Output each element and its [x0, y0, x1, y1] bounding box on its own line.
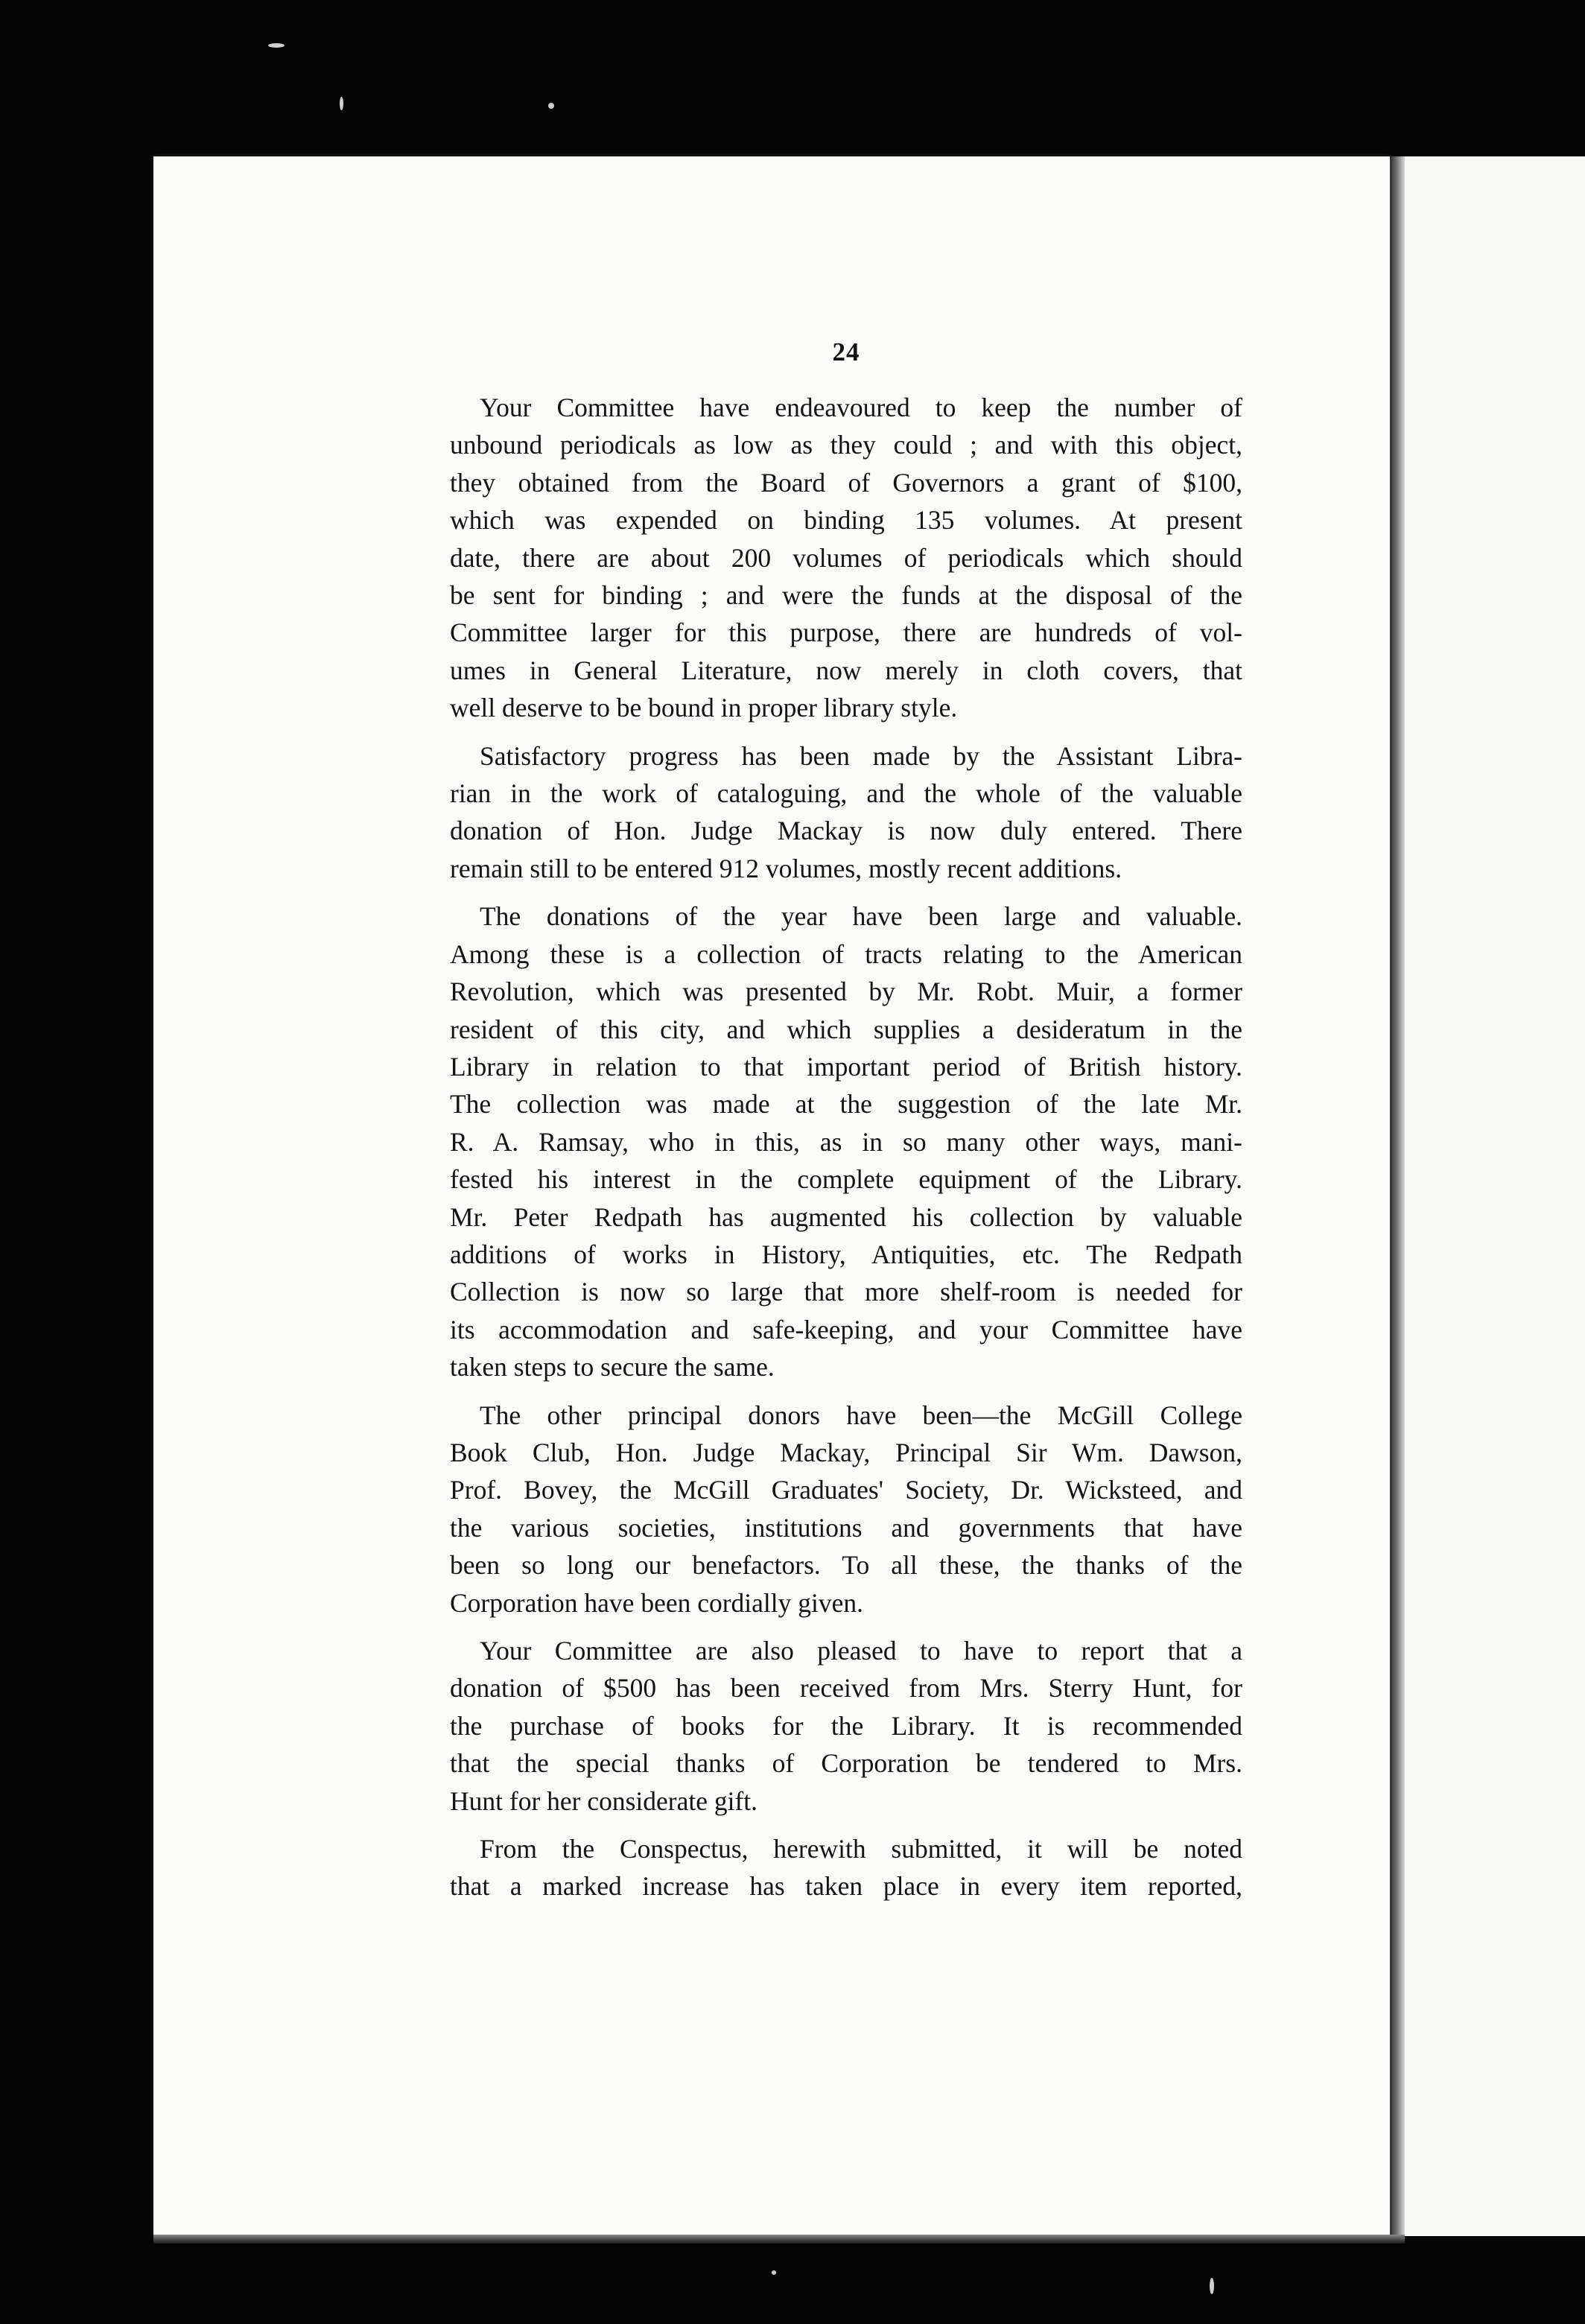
text-line: Mr. Peter Redpath has augmented his collection by valuable [450, 1201, 1242, 1232]
text-line: The other principal donors have been—the McGill College [480, 1400, 1242, 1430]
text-line: From the Conspectus, herewith submitted, it will be noted [480, 1834, 1242, 1864]
page-bottom-shadow [153, 2235, 1405, 2244]
dust-speck [548, 103, 554, 109]
text-line: unbound periodicals as low as they could ; and with this object, [450, 430, 1242, 460]
text-line: Committee larger for this purpose, there are hundreds of vol- [450, 617, 1242, 648]
page-text-block [450, 334, 1242, 1916]
text-line: the purchase of books for the Library. It is recommended [450, 1710, 1242, 1741]
text-line: Corporation have been cordially given. [450, 1587, 863, 1618]
text-line: umes in General Literature, now merely in cloth covers, that [450, 655, 1242, 685]
text-line: they obtained from the Board of Governors a grant of $100, [450, 467, 1242, 498]
adjacent-page-edge [1405, 156, 1585, 2236]
text-line: Revolution, which was presented by Mr. Robt. Muir, a former [450, 977, 1242, 1007]
text-line: that the special thanks of Corporation be tendered to Mrs. [450, 1748, 1242, 1779]
text-line: resident of this city, and which supplies a desideratum in the [450, 1014, 1242, 1044]
text-line: Your Committee have endeavoured to keep the number of [480, 393, 1242, 422]
text-line: be sent for binding ; and were the funds at the disposal of the [450, 580, 1242, 611]
text-line: its accommodation and safe-keeping, and your Committee have [450, 1314, 1242, 1344]
text-line: donation of Hon. Judge Mackay is now duly entered. There [450, 816, 1242, 846]
text-line: additions of works in History, Antiquities, etc. The Redpath [450, 1239, 1242, 1269]
paragraph-cataloguing [450, 737, 1242, 888]
text-line: Prof. Bovey, the McGill Graduates' Society, Dr. Wicksteed, and [450, 1475, 1242, 1505]
dust-speck [268, 43, 285, 48]
dust-speck [772, 2270, 776, 2275]
text-line: remain still to be entered 912 volumes, mostly recent additions. [450, 853, 1122, 883]
text-line: well deserve to be bound in proper library style. [450, 693, 958, 723]
text-line: R. A. Ramsay, who in this, as in so many other ways, mani- [450, 1126, 1242, 1157]
text-line: rian in the work of cataloguing, and the whole of the valuable [450, 778, 1242, 809]
text-line: The donations of the year have been large and valuable. [480, 901, 1242, 932]
paragraph-hunt-donation [450, 1632, 1242, 1820]
text-line: fested his interest in the complete equipment of the Library. [450, 1164, 1242, 1195]
text-line: which was expended on binding 135 volumes. At present [450, 505, 1242, 536]
paragraph-donors [450, 1397, 1242, 1622]
text-line: The collection was made at the suggestion of the late Mr. [450, 1089, 1242, 1120]
text-line: Hunt for her considerate gift. [450, 1785, 758, 1816]
text-line: donation of $500 has been received from Mrs. Sterry Hunt, for [450, 1673, 1242, 1704]
page-number: 24 [832, 337, 860, 366]
paragraph-donations [450, 898, 1242, 1385]
text-line: Library in relation to that important period of British history. [450, 1051, 1242, 1082]
paragraph-periodicals [450, 389, 1242, 727]
text-line: Book Club, Hon. Judge Mackay, Principal Sir Wm. Dawson, [450, 1437, 1242, 1467]
dust-speck [1210, 2278, 1214, 2294]
text-line: Collection is now so large that more shelf-room is needed for [450, 1277, 1242, 1307]
text-line: the various societies, institutions and governments that have [450, 1512, 1242, 1543]
text-line: Satisfactory progress has been made by the Assistant Libra- [480, 740, 1242, 771]
text-line: date, there are about 200 volumes of periodicals which should [450, 542, 1242, 573]
text-line: Your Committee are also pleased to have to report that a [480, 1636, 1242, 1666]
text-line: taken steps to secure the same. [450, 1352, 775, 1382]
text-line: Among these is a collection of tracts relating to the American [450, 939, 1242, 969]
text-line: been so long our benefactors. To all these, the thanks of the [450, 1550, 1242, 1581]
gutter-shadow [1390, 156, 1405, 2236]
text-line: that a marked increase has taken place in every item reported, [450, 1871, 1242, 1902]
dust-speck [340, 97, 343, 110]
paragraph-conspectus [450, 1830, 1242, 1905]
